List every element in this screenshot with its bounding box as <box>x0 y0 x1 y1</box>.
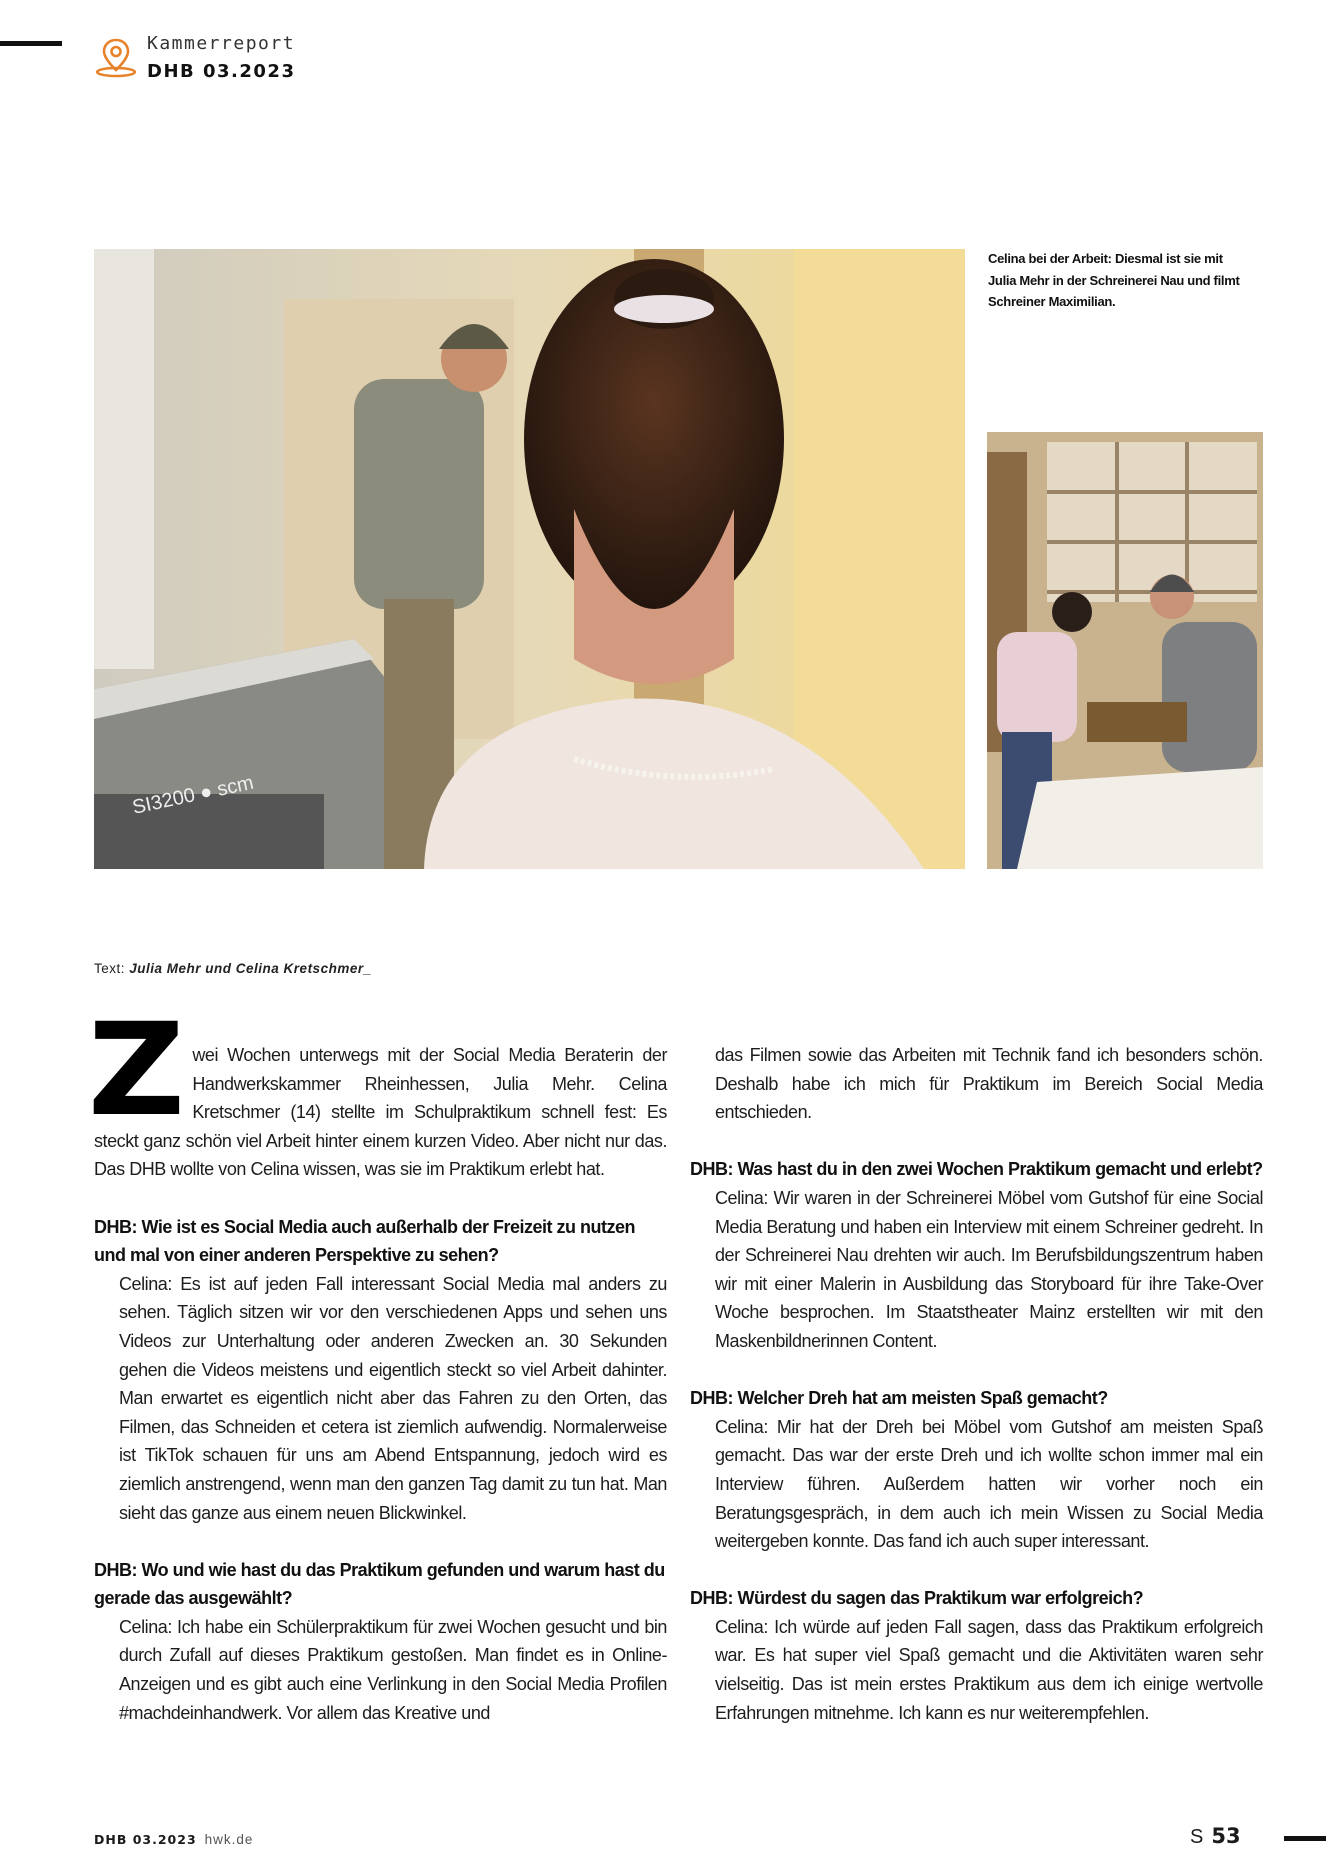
svg-text:SI3200 ● scm: SI3200 ● scm <box>130 771 256 819</box>
byline <box>94 961 372 976</box>
footer-issue: DHB 03.2023 <box>94 1832 197 1847</box>
answer-2-continued: das Filmen sowie das Arbeiten mit Technik fand ich besonders schön. Deshalb habe ich mich für Praktikum im Bereich Social Media entschieden. <box>715 1045 1263 1123</box>
header-rule <box>0 41 62 46</box>
page-prefix: S <box>1190 1826 1204 1848</box>
drop-cap: Z <box>87 996 185 1145</box>
page-value: 53 <box>1211 1824 1241 1848</box>
footer-site: hwk.de <box>204 1832 254 1847</box>
article-column-left <box>87 996 667 1727</box>
question-1: DHB: Wie ist es Social Media auch außerhalb der Freizeit zu nutzen und mal von einer anderen Perspektive zu sehen? <box>94 1216 635 1266</box>
main-photo-workshop <box>94 249 965 869</box>
answer-3: Celina: Wir waren in der Schreinerei Möbel vom Gutshof für eine Social Media Beratung und haben ein Interview mit einem Schreiner gedreht. In der Schreinerei Nau drehten wir auch. Im Berufsbildungszentrum haben wir mit einer Malerin in Ausbildung das Storyboard für ihre Take-Over Woche besprochen. Im Staatstheater Mainz erstellten wir mit den Maskenbildnerinnen Content. <box>715 1187 1263 1351</box>
answer-5: Celina: Ich würde auf jeden Fall sagen, dass das Praktikum erfolgreich war. Es hat super viel Spaß gemacht und die Aktivitäten waren sehr vielseitig. Das ist mein erstes Praktikum aus dem ich einige wertvolle Erfahrungen mitnehme. Ich kann es nur weiterempfehlen. <box>715 1616 1263 1723</box>
footer-left <box>94 1832 253 1847</box>
issue-label: DHB 03.2023 <box>147 61 296 82</box>
secondary-photo-workshop <box>987 432 1263 869</box>
byline-authors: Julia Mehr und Celina Kretschmer_ <box>129 961 372 976</box>
question-5: DHB: Würdest du sagen das Praktikum war erfolgreich? <box>690 1588 1144 1609</box>
location-pin-icon <box>94 36 138 80</box>
footer-rule <box>1284 1836 1326 1841</box>
article-column-right <box>690 1041 1263 1727</box>
byline-label: Text: <box>94 961 126 976</box>
answer-1: Celina: Es ist auf jeden Fall interessant Social Media mal anders zu sehen. Täglich sitzen wir vor den verschiedenen Apps und sehen uns Videos zur Unterhaltung oder anderen Zwecken an. 30 Sekunden gehen die Videos meistens und eigentlich steckt so viel Arbeit dahinter. Man erwartet es eigentlich nicht aber das Fahren zu den Orten, das Filmen, das Schneiden et cetera ist ziemlich aufwendig. Normalerweise ist TikTok schauen für uns am Abend Entspannung, jedoch wird es ziemlich anstrengend, wenn man den ganzen Tag damit zu tun hat. Man sieht das ganze aus einem neuen Blickwinkel. <box>119 1273 667 1523</box>
answer-4: Celina: Mir hat der Dreh bei Möbel vom Gutshof am meisten Spaß gemacht. Das war der erste Dreh und ich wollte schon immer mal ein Interview führen. Außerdem hatten wir vorher noch ein Beratungsgespräch, in dem auch ich mein Wissen zu Social Media weitergeben konnte. Das fand ich auch super interessant. <box>715 1416 1263 1552</box>
photo-caption: Celina bei der Arbeit: Diesmal ist sie mit Julia Mehr in der Schreinerei Nau und filmt Schreiner Maximilian. <box>988 251 1240 309</box>
section-label: Kammerreport <box>147 33 296 54</box>
question-2: DHB: Wo und wie hast du das Praktikum gefunden und warum hast du gerade das ausgewählt? <box>94 1559 665 1609</box>
page-number <box>1190 1824 1241 1849</box>
question-3: DHB: Was hast du in den zwei Wochen Praktikum gemacht und erlebt? <box>690 1159 1263 1180</box>
question-4: DHB: Welcher Dreh hat am meisten Spaß gemacht? <box>690 1388 1108 1409</box>
answer-2: Celina: Ich habe ein Schülerpraktikum für zwei Wochen gesucht und bin durch Zufall auf dieses Praktikum gestoßen. Man findet es in Online-Anzeigen und es gibt auch eine Verlinkung in den Social Media Profilen #machdeinhandwerk. Vor allem das Kreative und <box>119 1616 667 1723</box>
article-intro: Zwei Wochen unterwegs mit der Social Media Beraterin der Handwerkskammer Rheinhessen, Julia Mehr. Celina Kretschmer (14) stellte im Schulpraktikum schnell fest: Es steckt ganz schön viel Arbeit hinter einem kurzen Video. Aber nicht nur das. Das DHB wollte von Celina wissen, was sie im Praktikum erlebt hat. <box>87 996 667 1180</box>
